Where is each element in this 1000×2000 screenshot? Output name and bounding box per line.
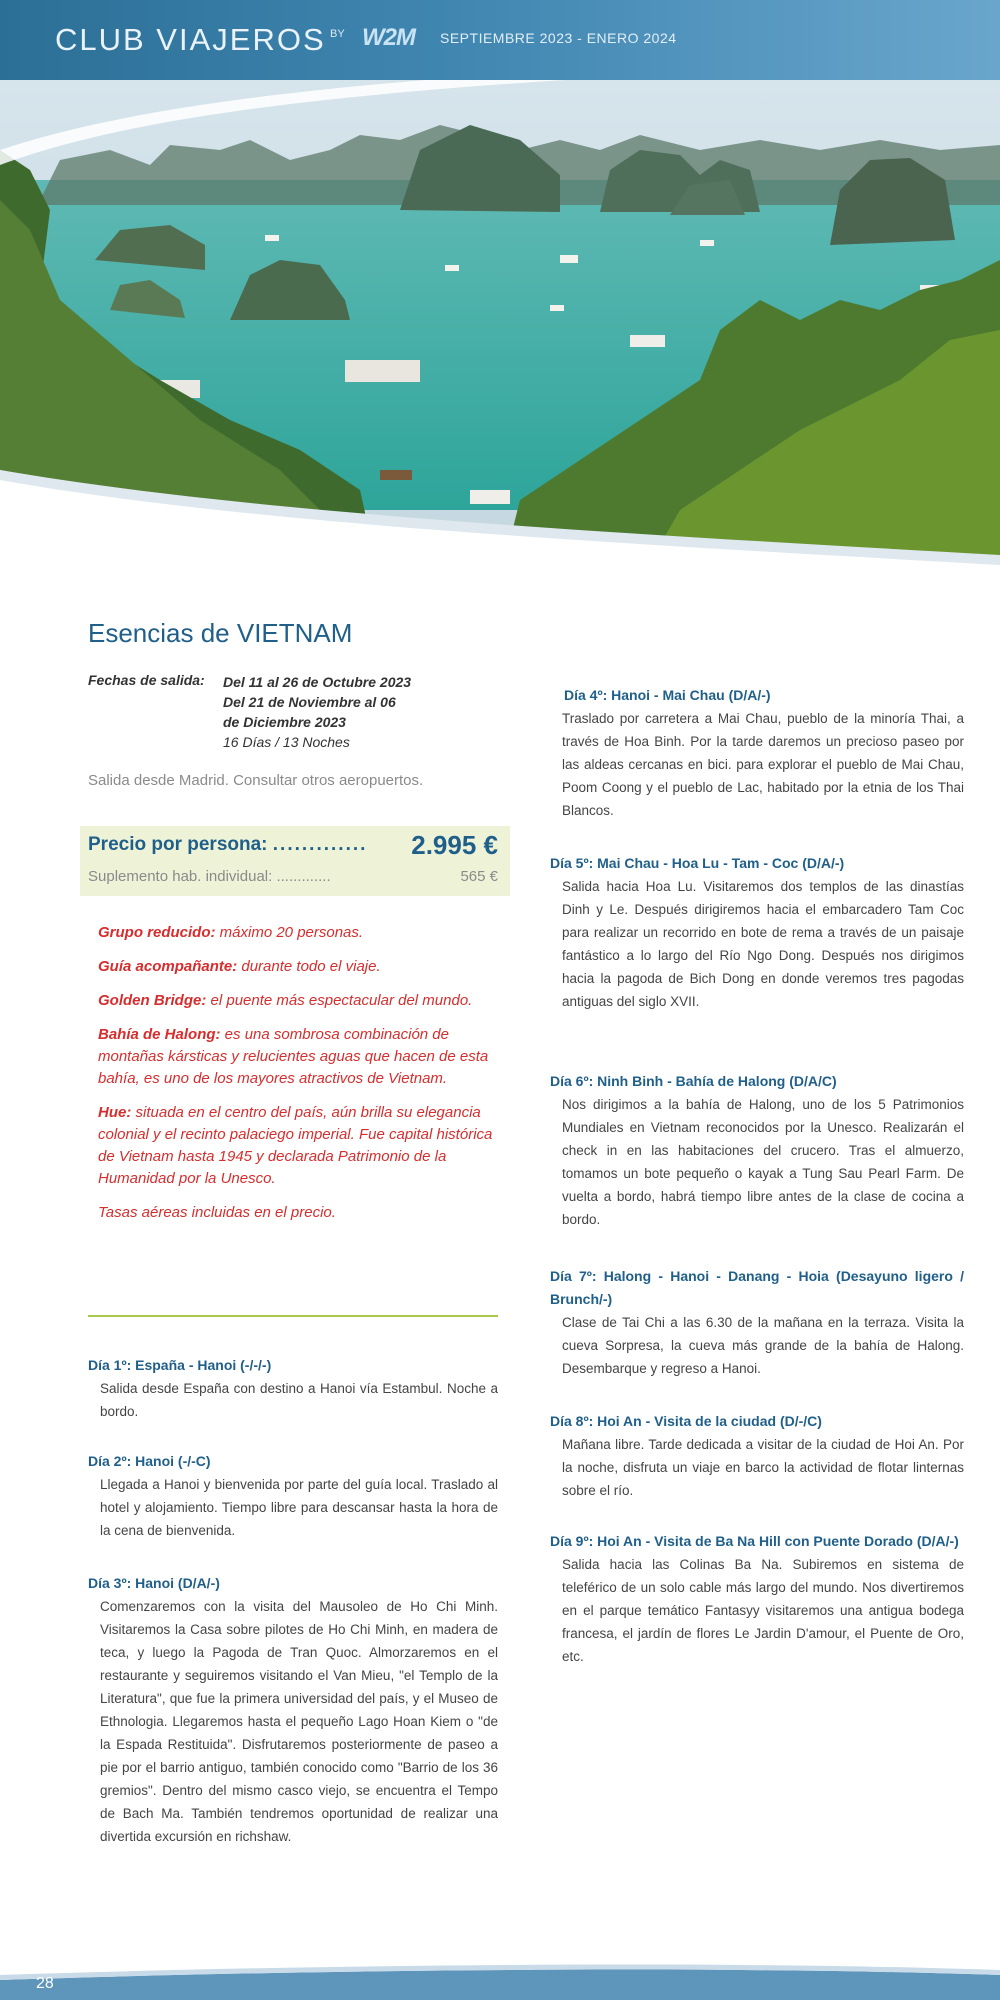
day-text: Salida hacia las Colinas Ba Na. Subiremos en sistema de teleférico de un solo cable más largo del mundo. Nos divertiremos en el parque temático Fantasyy visitaremos una antigua bodega francesa, el jardín de flores Le Jardin D'amour, el Puente de Oro, etc.	[562, 1557, 964, 1664]
date-line: de Diciembre 2023	[223, 714, 346, 730]
w2m-logo: W2M	[362, 24, 415, 51]
itinerary-day-2	[88, 1450, 498, 1542]
day-text: Llegada a Hanoi y bienvenida por parte del guía local. Traslado al hotel y alojamiento. Tiempo libre para descansar hasta la hora de la cena de bienvenida.	[100, 1477, 498, 1538]
day-title: Día 3º: Hanoi (D/A/-)	[88, 1575, 220, 1591]
itinerary-day-9	[550, 1530, 964, 1668]
price-dots: .............	[272, 834, 368, 855]
brand-title: CLUB VIAJEROS	[55, 22, 326, 57]
trip-duration: 16 Días / 13 Noches	[223, 734, 350, 750]
day-text: Clase de Tai Chi a las 6.30 de la mañana en la terraza. Visita la cueva Sorpresa, la cueva más grande de la bahía de Halong. Desembarque y regreso a Hanoi.	[562, 1315, 964, 1376]
day-title: Día 8º: Hoi An - Visita de la ciudad (D/-/C)	[550, 1413, 822, 1429]
departure-note: Salida desde Madrid. Consultar otros aeropuertos.	[88, 772, 424, 789]
highlight-title: Hue:	[98, 1104, 132, 1121]
supplement-amount: 565 €	[460, 868, 498, 885]
highlight-title: Bahía de Halong:	[98, 1026, 221, 1043]
trip-highlights	[98, 922, 498, 1236]
itinerary-day-3	[88, 1572, 498, 1848]
highlight-item	[98, 922, 498, 944]
trip-title: Esencias de VIETNAM	[88, 618, 353, 648]
date-line: Del 21 de Noviembre al 06	[223, 694, 396, 710]
day-text: Mañana libre. Tarde dedicada a visitar de la ciudad de Hoi An. Por la noche, disfruta un viaje en barco la actividad de flotar linternas sobre el río.	[562, 1437, 964, 1498]
supplement-dots: .............	[276, 868, 331, 885]
single-supplement	[88, 868, 498, 885]
day-title: Día 9º: Hoi An - Visita de Ba Na Hill con Puente Dorado (D/A/-)	[550, 1533, 959, 1549]
day-text: Salida hacia Hoa Lu. Visitaremos dos templos de las dinastías Dinh y Le. Después dirigiremos hacia el embarcadero Tam Coc para realizar un recorrido en bote de rema a través de un paisaje fantástico a lo largo del Río Ngo Dong. Después nos dirigimos hacia la pagoda de Bich Dong en donde veremos tres pagodas antiguas del siglo XVII.	[562, 879, 964, 1009]
day-text: Comenzaremos con la visita del Mausoleo de Ho Chi Minh. Visitaremos la Casa sobre pilotes de Ho Chi Minh, en madera de teca, y luego la Pagoda de Tran Quoc. Almorzaremos en el restaurante y seguiremos visitando el Van Mieu, "el Templo de la Literatura", que fue la primera universidad del país, y el Museo de Ethnologia. Llegaremos hasta el pequeño Lago Hoan Kiem o "de la Espada Restituida". Disfrutaremos posteriormente de paseo a pie por el barrio antiguo, también conocido como "Barrio de los 36 gremios". Dentro del mismo casco viejo, se encuentra el Tempo de Bach Ma. También tendremos oportunidad de realizar una divertida excursión en richshaw.	[100, 1599, 498, 1844]
day-title: Día 7º: Halong - Hanoi - Danang - Hoia (Desayuno ligero / Brunch/-)	[550, 1268, 964, 1307]
day-title: Día 6º: Ninh Binh - Bahía de Halong (D/A/C)	[550, 1073, 837, 1089]
brand-by: BY	[330, 28, 345, 40]
itinerary-day-5	[550, 852, 964, 1013]
halong-bay-photo	[0, 0, 1000, 580]
day-title: Día 1º: España - Hanoi (-/-/-)	[88, 1357, 272, 1373]
day-title: Día 5º: Mai Chau - Hoa Lu - Tam - Coc (D/A/-)	[550, 855, 845, 871]
day-text: Nos dirigimos a la bahía de Halong, uno de los 5 Patrimonios Mundiales en Vietnam reconocidos por la Unesco. Realizarán el check in en las habitaciones del crucero. Tras el almuerzo, tomamos un bote pequeño o kayak a Tung Sau Pearl Farm. De vuelta a bordo, habrá tiempo libre antes de la clase de cocina a bordo.	[562, 1097, 964, 1227]
day-title: Día 4º: Hanoi - Mai Chau (D/A/-)	[564, 687, 771, 703]
highlight-text: Tasas aéreas incluidas en el precio.	[98, 1204, 336, 1221]
highlight-title: Guía acompañante:	[98, 958, 238, 975]
section-divider	[88, 1315, 498, 1317]
highlight-title: Golden Bridge:	[98, 992, 207, 1009]
highlight-text: es una sombrosa combinación de montañas kársticas y relucientes aguas que hacen de esta bahía, es uno de los mayores atractivos de Vietnam.	[98, 1026, 489, 1087]
day-text: Salida desde España con destino a Hanoi vía Estambul. Noche a bordo.	[100, 1381, 498, 1419]
price-box	[80, 826, 510, 896]
highlight-item	[98, 956, 498, 978]
highlight-text: durante todo el viaje.	[237, 958, 381, 975]
highlight-text: máximo 20 personas.	[215, 924, 364, 941]
header-band	[0, 0, 1000, 80]
itinerary-day-8	[550, 1410, 964, 1502]
highlight-item	[98, 1202, 498, 1224]
highlight-item	[98, 990, 498, 1012]
catalog-period: SEPTIEMBRE 2023 - ENERO 2024	[440, 30, 677, 46]
itinerary-day-7	[550, 1265, 964, 1380]
page-number: 28	[36, 1975, 54, 1992]
itinerary-day-4	[550, 684, 964, 822]
footer-band	[0, 1950, 1000, 2000]
itinerary-day-6	[550, 1070, 964, 1231]
itinerary-day-1	[88, 1354, 498, 1423]
day-title: Día 2º: Hanoi (-/-C)	[88, 1453, 211, 1469]
dates-label: Fechas de salida:	[88, 672, 205, 688]
highlight-text: el puente más espectacular del mundo.	[206, 992, 473, 1009]
price-per-person	[88, 830, 498, 860]
date-line: Del 11 al 26 de Octubre 2023	[223, 674, 412, 690]
price-amount: 2.995 €	[411, 830, 498, 860]
highlight-text: situada en el centro del país, aún brilla su elegancia colonial y el recinto palaciego imperial. Fue capital histórica de Vietnam hasta 1945 y declarada Patrimonio de la Humanidad por la Unesco.	[98, 1104, 493, 1187]
supplement-label: Suplemento hab. individual:	[88, 868, 273, 885]
highlight-title: Grupo reducido:	[98, 924, 216, 941]
highlight-item	[98, 1024, 498, 1090]
day-text: Traslado por carretera a Mai Chau, pueblo de la minoría Thai, a través de Hoa Binh. Por la tarde daremos un precioso paseo por las aldeas cercanas en bici. para explorar el pueblo de Mai Chau, Poom Coong y el pueblo de Lac, habitado por la etnia de los Thai Blancos.	[562, 711, 964, 818]
highlight-item	[98, 1102, 498, 1190]
price-label: Precio por persona:	[88, 834, 268, 855]
